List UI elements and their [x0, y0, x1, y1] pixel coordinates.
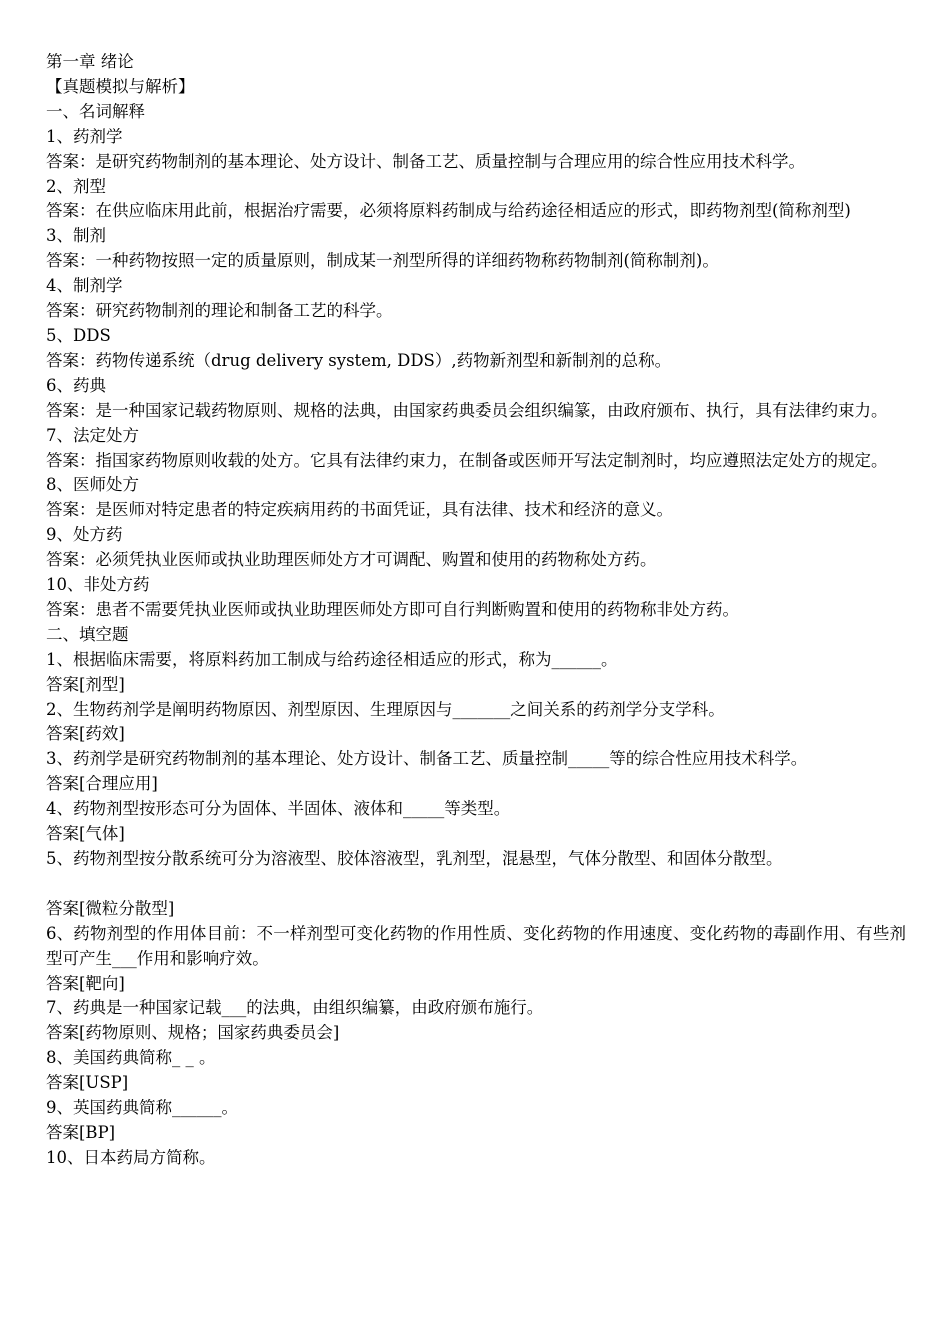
question-item: 5、药物剂型按分散系统可分为溶液型、胶体溶液型，乳剂型，混悬型，气体分散型、和固体分散型。	[46, 849, 783, 868]
question-item: 3、制剂	[46, 226, 106, 246]
question-item: 4、药物剂型按形态可分为固体、半固体、液体和_____等类型。	[46, 799, 511, 819]
part-heading-fill-blank: 二、填空题	[46, 624, 129, 644]
question-item: 10、非处方药	[46, 575, 150, 595]
answer-item: 答案[USP]	[46, 1073, 129, 1093]
answer-item: 答案：指国家药物原则收载的处方。它具有法律约束力，在制备或医师开写法定制剂时，均应遵照法定处方的规定。	[46, 450, 888, 470]
blank-line	[46, 872, 906, 897]
part-heading-terms: 一、名词解释	[46, 101, 145, 121]
answer-item: 答案：是一种国家记载药物原则、规格的法典，由国家药典委员会组织编篆，由政府颁布、执行，具有法律约束力。	[46, 400, 888, 420]
answer-item: 答案：在供应临床用此前，根据治疗需要，必须将原料药制成与给药途径相适应的形式，即药物剂型(简称剂型)	[46, 201, 851, 221]
question-item: 9、英国药典简称______。	[46, 1098, 238, 1118]
answer-item: 答案：药物传递系统（drug delivery system, DDS）,药物新剂型和新制剂的总称。	[46, 350, 672, 370]
answer-item: 答案：研究药物制剂的理论和制备工艺的科学。	[46, 301, 393, 321]
answer-item: 答案[药效]	[46, 724, 125, 744]
answer-item: 答案[剂型]	[46, 674, 125, 694]
question-item: 7、法定处方	[46, 425, 139, 445]
answer-item: 答案：患者不需要凭执业医师或执业助理医师处方即可自行判断购置和使用的药物称非处方药。	[46, 599, 739, 619]
answer-item: 答案：必须凭执业医师或执业助理医师处方才可调配、购置和使用的药物称处方药。	[46, 550, 657, 570]
answer-item: 答案[靶向]	[46, 973, 125, 993]
question-item: 5、DDS	[46, 325, 111, 345]
question-item: 4、制剂学	[46, 276, 123, 296]
question-item: 7、药典是一种国家记载___的法典，由组织编纂，由政府颁布施行。	[46, 998, 544, 1018]
question-item: 6、药物剂型的作用体目前：不一样剂型可变化药物的作用性质、变化药物的作用速度、变化药物的毒副作用、有些剂型可产生___作用和影响疗效。	[46, 923, 906, 968]
chapter-title: 第一章 绪论	[46, 52, 134, 71]
question-item: 10、日本药局方简称。	[46, 1147, 216, 1167]
section-heading: 【真题模拟与解析】	[46, 76, 195, 96]
question-item: 2、生物药剂学是阐明药物原因、剂型原因、生理原因与_______之间关系的药剂学分支学科。	[46, 699, 725, 719]
answer-item: 答案：一种药物按照一定的质量原则，制成某一剂型所得的详细药物称药物制剂(简称制剂)。	[46, 251, 719, 271]
answer-item: 答案[BP]	[46, 1122, 116, 1142]
question-item: 8、医师处方	[46, 475, 139, 495]
question-item: 8、美国药典简称_ _ 。	[46, 1048, 216, 1068]
answer-item: 答案[药物原则、规格；国家药典委员会]	[46, 1023, 340, 1043]
question-item: 1、药剂学	[46, 126, 123, 146]
question-item: 6、药典	[46, 375, 106, 395]
document-page	[46, 50, 906, 1171]
answer-item: 答案[气体]	[46, 824, 125, 844]
answer-item: 答案[微粒分散型]	[46, 898, 175, 918]
question-item: 1、根据临床需要，将原料药加工制成与给药途径相适应的形式，称为______。	[46, 649, 618, 669]
answer-item: 答案：是研究药物制剂的基本理论、处方设计、制备工艺、质量控制与合理应用的综合性应用技术科学。	[46, 151, 805, 171]
question-item: 3、药剂学是研究药物制剂的基本理论、处方设计、制备工艺、质量控制_____等的综合性应用技术科学。	[46, 749, 808, 769]
question-item: 9、处方药	[46, 525, 123, 545]
question-item: 2、剂型	[46, 176, 106, 196]
answer-item: 答案[合理应用]	[46, 774, 158, 794]
answer-item: 答案：是医师对特定患者的特定疾病用药的书面凭证，具有法律、技术和经济的意义。	[46, 500, 673, 520]
